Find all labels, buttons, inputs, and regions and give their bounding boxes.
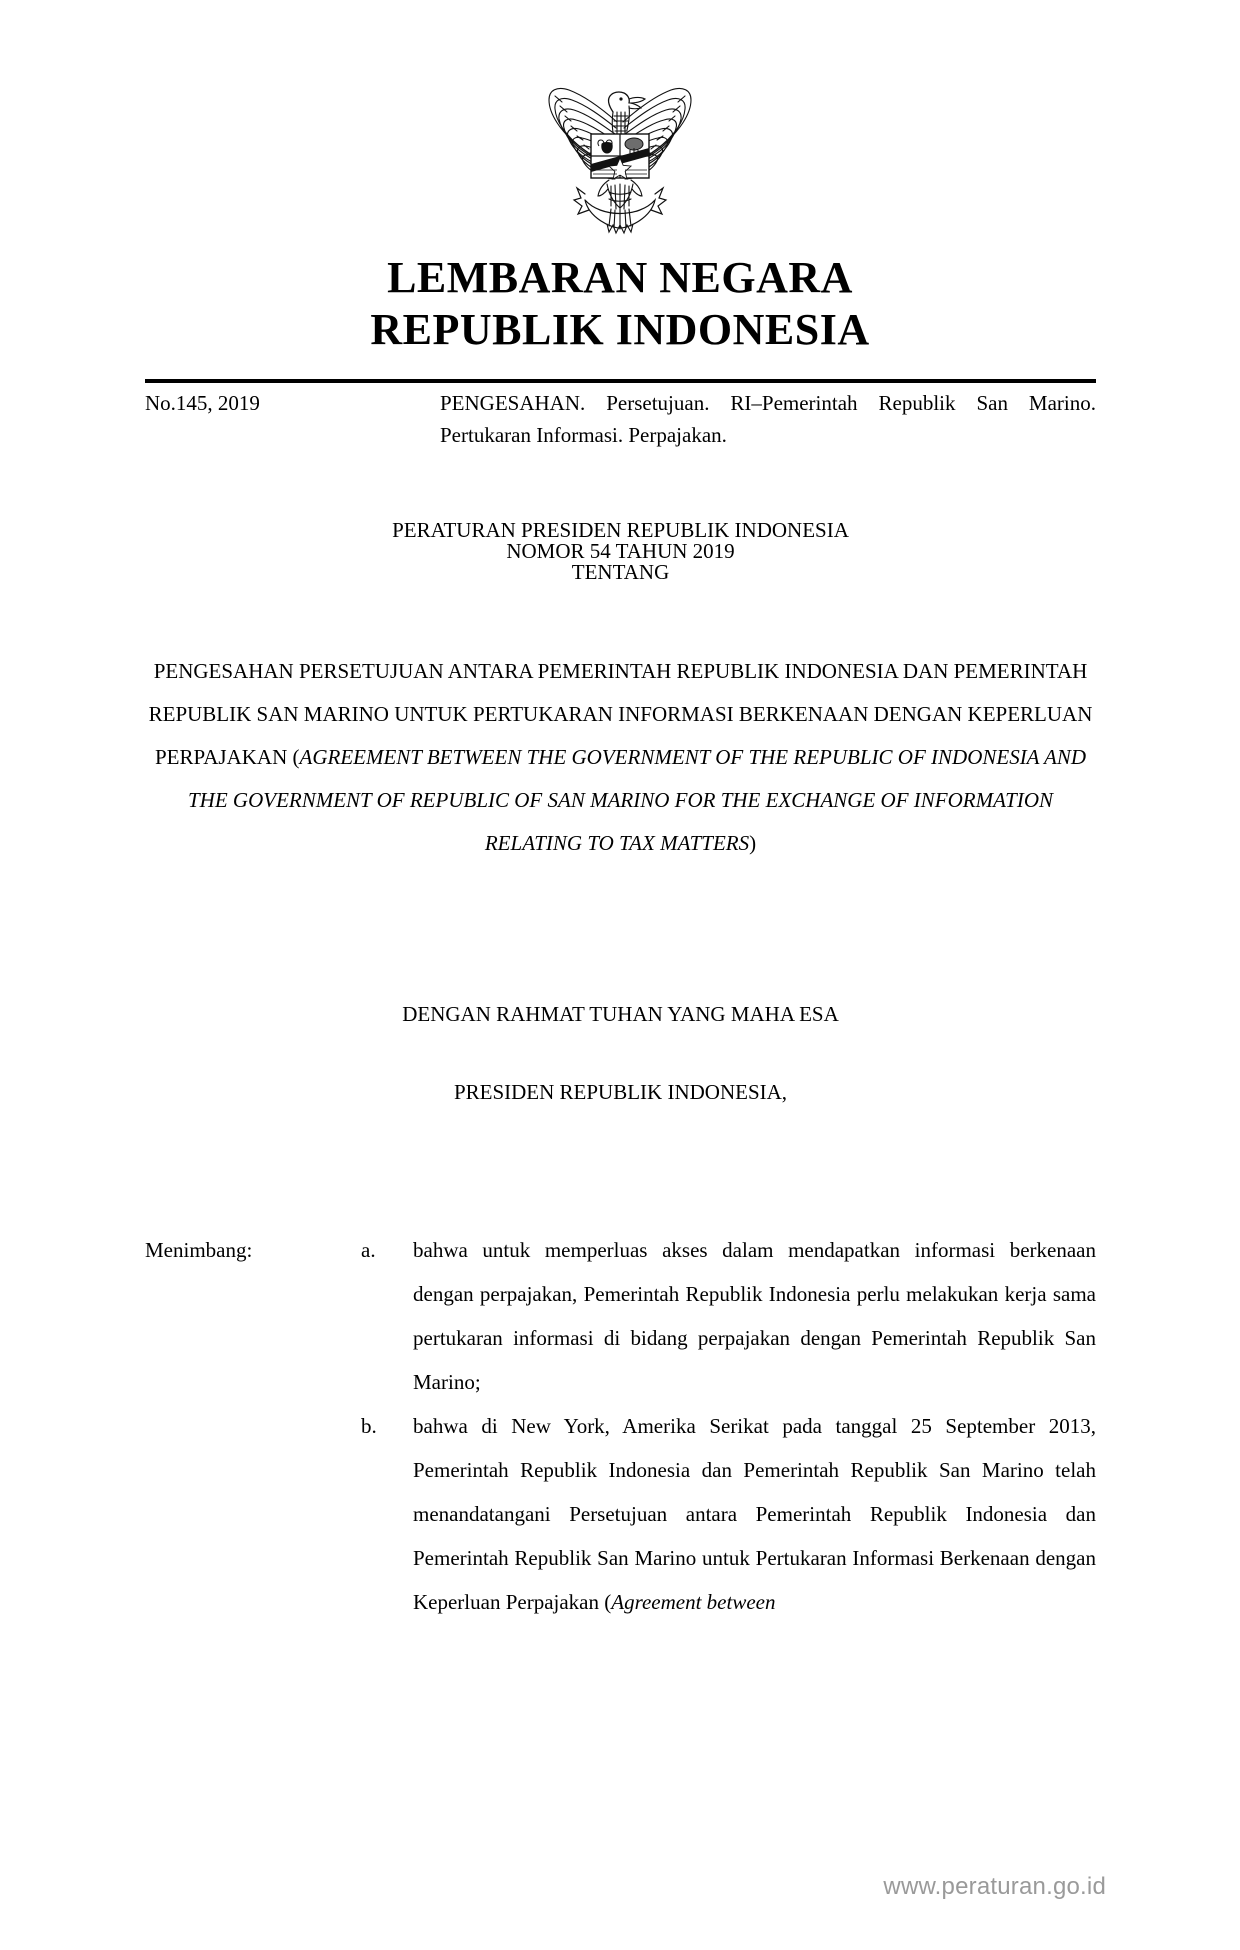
list-item-marker: a.: [361, 1238, 376, 1262]
garuda-pancasila-emblem: [529, 66, 711, 238]
masthead-line-1: LEMBARAN NEGARA: [387, 253, 853, 302]
office-line: PRESIDEN REPUBLIK INDONESIA,: [453, 1080, 788, 1104]
list-item: [361, 1228, 1096, 1404]
document-header: [145, 388, 1096, 451]
footer-url: www.peraturan.go.id: [883, 1873, 1106, 1900]
considerations-label: Menimbang:: [145, 1238, 253, 1262]
subject-keywords: PENGESAHAN. Persetujuan. RI–Pemerintah Republik San Marino. Pertukaran Informasi. Perpajakan.: [440, 391, 1096, 447]
list-item-text-italic: Agreement between: [611, 1590, 776, 1614]
about-english: AGREEMENT BETWEEN THE GOVERNMENT OF THE REPUBLIC OF INDONESIA AND THE GOVERNMENT OF REPUBLIC OF SAN MARINO FOR THE EXCHANGE OF INFORMATION RELATING TO TAX MATTERS: [187, 745, 1087, 855]
masthead-line-2: REPUBLIK INDONESIA: [370, 304, 870, 354]
about-indonesian: PENGESAHAN PERSETUJUAN ANTARA PEMERINTAH REPUBLIK INDONESIA DAN PEMERINTAH REPUBLIK SAN MARINO UNTUK PERTUKARAN INFORMASI BERKENAAN DENGAN KEPERLUAN PERPAJAKAN (: [148, 659, 1093, 769]
masthead-divider: [145, 379, 1096, 383]
list-item-text: [413, 1404, 1096, 1624]
masthead: [0, 252, 1240, 356]
about-paragraph: [145, 650, 1096, 865]
considerations-section: [145, 1228, 1096, 1624]
regulation-title: PERATURAN PRESIDEN REPUBLIK INDONESIA: [392, 518, 849, 542]
blessing-line: DENGAN RAHMAT TUHAN YANG MAHA ESA: [402, 1002, 839, 1026]
gazette-number: No.145, 2019: [145, 391, 260, 415]
about-label: TENTANG: [571, 560, 670, 584]
regulation-number: NOMOR 54 TAHUN 2019: [506, 539, 735, 563]
list-item-text-plain: bahwa di New York, Amerika Serikat pada tanggal 25 September 2013, Pemerintah Republik Indonesia dan Pemerintah Republik San Marino telah menandatangani Persetujuan antara Pemerintah Republik Indonesia dan Pemerintah Republik San Marino untuk Pertukaran Informasi Berkenaan dengan Keperluan Perpajakan (: [413, 1414, 1096, 1614]
emblem-container: [0, 66, 1240, 243]
list-item-text: bahwa untuk memperluas akses dalam mendapatkan informasi berkenaan dengan perpajakan, Pemerintah Republik Indonesia perlu melakukan kerja sama pertukaran informasi di bidang perpajakan dengan Pemerintah Republik San Marino;: [413, 1238, 1096, 1394]
considerations-row: [145, 1228, 1096, 1624]
considerations-list: [361, 1228, 1096, 1624]
list-item-marker: b.: [361, 1414, 377, 1438]
title-block: [145, 520, 1096, 583]
list-item: [361, 1404, 1096, 1624]
about-close-paren: ): [749, 831, 757, 855]
